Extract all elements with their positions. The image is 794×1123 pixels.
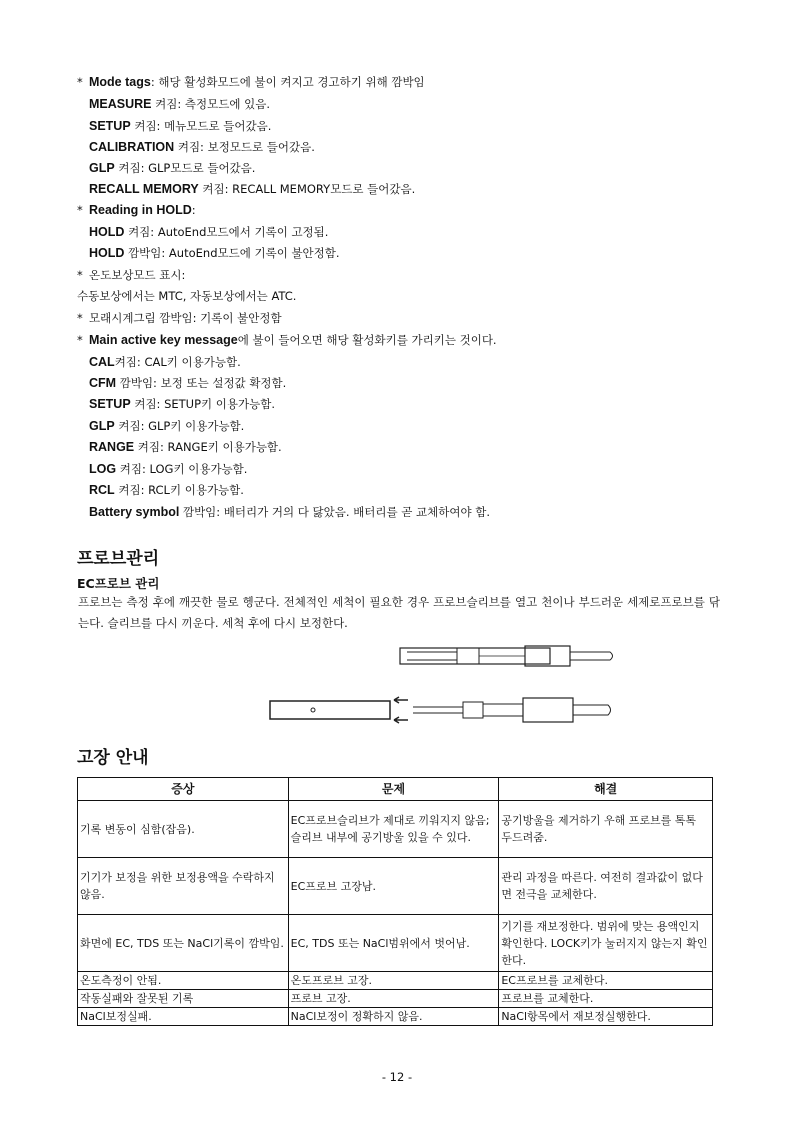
problem-cell: EC, TDS 또는 NaCl범위에서 벗어남. (288, 915, 499, 972)
solution-cell: NaCl항목에서 재보정실행한다. (499, 1008, 713, 1026)
description-line (77, 289, 296, 303)
term-description: 켜짐: AutoEnd모드에서 기록이 고정됨. (124, 225, 329, 239)
symptom-cell: NaCl보정실패. (78, 1008, 289, 1026)
term-label: RANGE (89, 440, 135, 454)
table-row (78, 990, 713, 1008)
problem-cell: EC프로브슬리브가 제대로 끼워지지 않음; 슬리브 내부에 공기방울 있을 수 있다. (288, 801, 499, 858)
term-label: LOG (89, 462, 117, 476)
term-description: 켜짐: RECALL MEMORY모드로 들어갔음. (198, 182, 416, 196)
term-label: CALIBRATION (89, 140, 175, 154)
symptom-cell: 기기가 보정을 위한 보정용액을 수락하지 않음. (78, 858, 289, 915)
term-label: Mode tags (89, 75, 151, 89)
description-line (89, 161, 255, 175)
term-description: 켜짐: LOG키 이용가능함. (116, 462, 248, 476)
table-row (78, 801, 713, 858)
term-description: 깜박임: AutoEnd모드에 기록이 불안정함. (124, 246, 340, 260)
page-number: - 12 - (381, 1070, 413, 1084)
solution-cell: 관리 과정을 따른다. 여전히 결과값이 없다면 전극을 교체한다. (499, 858, 713, 915)
term-label: SETUP (89, 397, 131, 411)
term-description: 켜짐: CAL키 이용가능함. (114, 355, 241, 369)
header-symptom: 증상 (78, 778, 289, 801)
description-line (89, 505, 490, 519)
description-line (77, 268, 185, 282)
term-label: Reading in HOLD (89, 203, 192, 217)
term-label: GLP (89, 161, 115, 175)
description-line (77, 333, 497, 347)
symptom-cell: 화면에 EC, TDS 또는 NaCl기록이 깜박임. (78, 915, 289, 972)
term-description: 켜짐: RANGE키 이용가능함. (134, 440, 282, 454)
description-line (89, 397, 275, 411)
term-label: RECALL MEMORY (89, 182, 199, 196)
bullet-star: * (77, 311, 83, 325)
description-line (89, 97, 270, 111)
description-line (89, 246, 340, 260)
term-label: HOLD (89, 225, 125, 239)
header-problem: 문제 (288, 778, 499, 801)
troubleshooting-table (77, 777, 713, 1026)
table-row (78, 972, 713, 990)
table-header-row (78, 778, 713, 801)
term-description: 켜짐: 보정모드로 들어갔음. (174, 140, 315, 154)
bullet-star: * (77, 203, 83, 217)
bullet-star: * (77, 75, 83, 89)
problem-cell: 온도프로브 고장. (288, 972, 499, 990)
solution-cell: 공기방울을 제거하기 우해 프로브를 톡톡 두드려줌. (499, 801, 713, 858)
term-description: : (191, 203, 196, 217)
description-line (77, 203, 196, 217)
description-line (89, 376, 286, 390)
troubleshooting-section-title: 고장 안내 (77, 748, 149, 768)
problem-cell: 프로브 고장. (288, 990, 499, 1008)
description-line (89, 225, 328, 239)
description-line (77, 311, 282, 325)
description-line (77, 75, 425, 89)
problem-cell: EC프로브 고장남. (288, 858, 499, 915)
term-description: 켜짐: RCL키 이용가능함. (114, 483, 244, 497)
description-line (89, 355, 241, 369)
probe-section-subtitle: EC프로브 관리 (77, 576, 160, 591)
header-solution: 해결 (499, 778, 713, 801)
term-description: : 해당 활성화모드에 불이 켜지고 경고하기 위해 깜박임 (150, 75, 425, 89)
term-description: 모래시계그림 깜박임: 기록이 불안정함 (89, 311, 282, 325)
description-line (89, 483, 244, 497)
table-row (78, 915, 713, 972)
description-line (89, 462, 247, 476)
solution-cell: 프로브를 교체한다. (499, 990, 713, 1008)
probe-assembled-illustration (395, 643, 620, 673)
term-label: MEASURE (89, 97, 152, 111)
solution-cell: EC프로브를 교체한다. (499, 972, 713, 990)
probe-disassembled-illustration (268, 693, 620, 727)
term-label: CAL (89, 355, 115, 369)
description-line (89, 440, 282, 454)
table-row (78, 1008, 713, 1026)
problem-cell: NaCl보정이 정확하지 않음. (288, 1008, 499, 1026)
description-line (89, 182, 415, 196)
term-description: 깜박임: 보정 또는 설정값 확정함. (116, 376, 287, 390)
bullet-star: * (77, 333, 83, 347)
term-description: 에 불이 들어오면 해당 활성화키를 가리키는 것이다. (237, 333, 497, 347)
solution-cell: 기기를 재보정한다. 범위에 맞는 용액인지 확인한다. LOCK키가 눌러지지 않는지 확인한다. (499, 915, 713, 972)
term-description: 켜짐: GLP키 이용가능함. (114, 419, 245, 433)
description-line (89, 419, 244, 433)
table-row (78, 858, 713, 915)
term-label: Main active key message (89, 333, 238, 347)
symptom-cell: 작동실패와 잘못된 기록 (78, 990, 289, 1008)
term-label: CFM (89, 376, 117, 390)
term-label: Battery symbol (89, 505, 180, 519)
term-label: HOLD (89, 246, 125, 260)
term-description: 켜짐: 메뉴모드로 들어갔음. (130, 119, 272, 133)
description-line (89, 140, 315, 154)
term-description: 깜박임: 배터리가 거의 다 닳았음. 배터리를 곧 교체하여야 함. (179, 505, 491, 519)
term-description: 켜짐: SETUP키 이용가능함. (130, 397, 275, 411)
term-description: 온도보상모드 표시: (89, 268, 186, 282)
term-description: 켜짐: GLP모드로 들어갔음. (114, 161, 256, 175)
term-label: SETUP (89, 119, 131, 133)
term-label: RCL (89, 483, 115, 497)
bullet-star: * (77, 268, 83, 282)
term-description: 수동보상에서는 MTC, 자동보상에서는 ATC. (77, 289, 297, 303)
probe-section-title: 프로브관리 (77, 549, 160, 569)
term-label: GLP (89, 419, 115, 433)
term-description: 켜짐: 측정모드에 있음. (151, 97, 270, 111)
symptom-cell: 온도측정이 안됨. (78, 972, 289, 990)
description-line (89, 119, 271, 133)
probe-care-paragraph: 프로브는 측정 후에 깨끗한 물로 헹군다. 전체적인 세척이 필요한 경우 프로브슬리브를 열고 천이나 부드러운 세제로프로브를 닦는다. 슬리브를 다시 끼운다. 세척 후에 다시 보정한다. (78, 595, 720, 630)
symptom-cell: 기록 변동이 심함(잡음). (78, 801, 289, 858)
